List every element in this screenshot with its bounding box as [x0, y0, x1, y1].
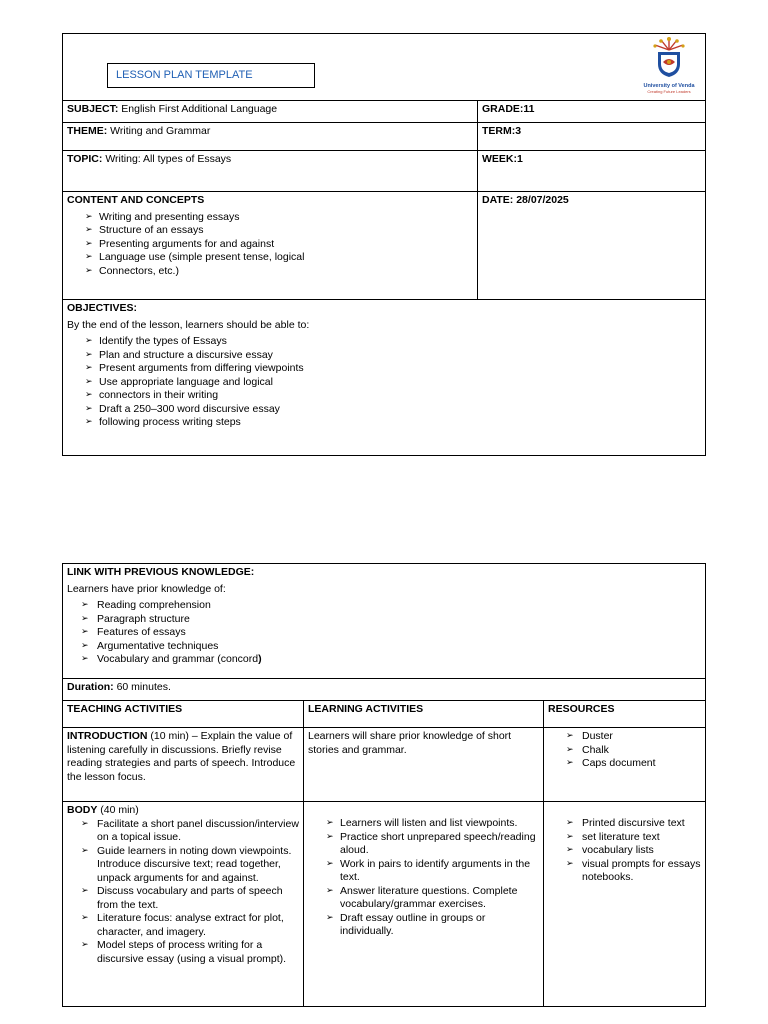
week-cell: WEEK:1	[478, 151, 706, 192]
page-title: LESSON PLAN TEMPLATE	[107, 63, 315, 88]
list-item: ➢ Printed discursive text	[548, 817, 701, 831]
list-item: ➢ Present arguments from differing viewpoints	[67, 362, 701, 376]
objectives-heading: OBJECTIVES:	[67, 302, 138, 314]
body-learning-cell	[304, 802, 544, 1007]
list-item: ➢ Argumentative techniques	[79, 640, 701, 654]
col-header-resources: RESOURCES	[544, 701, 706, 728]
intro-teaching-cell	[63, 728, 304, 802]
list-item: ➢ Features of essays	[79, 626, 701, 640]
list-item: ➢ Language use (simple present tense, logical	[67, 251, 473, 265]
topic-cell	[63, 151, 478, 192]
objectives-cell	[63, 300, 706, 456]
list-item: ➢ Chalk	[548, 744, 701, 758]
link-list	[79, 599, 701, 667]
intro-text: (10 min) – Explain the value of listening carefully in discussions. Briefly revise reading strategies and parts of speech. Introduce the lesson focus.	[67, 730, 296, 783]
intro-resources-list	[548, 730, 701, 771]
body-label: BODY	[67, 804, 98, 816]
intro-learning-cell: Learners will share prior knowledge of short stories and grammar.	[304, 728, 544, 802]
list-item: ➢ Draft a 250–300 word discursive essay	[67, 403, 701, 417]
objectives-list	[67, 335, 701, 430]
list-item: ➢ connectors in their writing	[67, 389, 701, 403]
theme-value: Writing and Grammar	[107, 125, 211, 137]
link-knowledge-cell	[63, 564, 706, 679]
intro-resources-cell	[544, 728, 706, 802]
logo-text: University of Venda	[643, 82, 695, 89]
lesson-activities-table	[62, 563, 706, 1007]
content-cell	[63, 192, 478, 300]
topic-value: Writing: All types of Essays	[102, 153, 232, 165]
subject-cell	[63, 101, 478, 123]
list-item: ➢ Connectors, etc.)	[67, 265, 473, 279]
link-intro: Learners have prior knowledge of:	[67, 582, 226, 595]
col-header-teaching: TEACHING ACTIVITIES	[63, 701, 304, 728]
list-item: ➢ visual prompts for essays notebooks.	[548, 858, 701, 885]
list-item: ➢ Caps document	[548, 757, 701, 771]
list-item: ➢ Duster	[548, 730, 701, 744]
list-item: ➢ Facilitate a short panel discussion/interview on a topical issue.	[79, 818, 299, 845]
list-item: ➢ Draft essay outline in groups or individually.	[308, 912, 539, 939]
topic-label: TOPIC:	[67, 153, 103, 165]
body-learning-list	[308, 817, 539, 939]
crest-icon	[649, 36, 689, 78]
subject-label: SUBJECT:	[67, 103, 119, 115]
duration-label: Duration:	[67, 681, 114, 693]
grade-cell: GRADE:11	[478, 101, 706, 123]
list-item: ➢ Discuss vocabulary and parts of speech from the text.	[79, 885, 299, 912]
list-item-text: Vocabulary and grammar (concord	[97, 653, 259, 665]
theme-cell	[63, 123, 478, 151]
list-item: ➢ Model steps of process writing for a discursive essay (using a visual prompt).	[79, 939, 299, 966]
body-duration: (40 min)	[97, 804, 139, 816]
list-item: ➢ following process writing steps	[67, 416, 701, 430]
university-logo	[637, 36, 701, 98]
body-heading	[67, 804, 299, 818]
list-item: ➢ Paragraph structure	[79, 613, 701, 627]
list-item: ➢ Learners will listen and list viewpoints.	[308, 817, 539, 831]
duration-value: 60 minutes.	[113, 681, 171, 693]
theme-label: THEME:	[67, 125, 108, 137]
list-item: ➢ Presenting arguments for and against	[67, 238, 473, 252]
list-item: ➢ Reading comprehension	[79, 599, 701, 613]
content-list	[67, 211, 473, 279]
lesson-header-table	[62, 33, 706, 456]
list-item: ➢ set literature text	[548, 831, 701, 845]
list-item: ➢ Literature focus: analyse extract for plot, character, and imagery.	[79, 912, 299, 939]
body-resources-list	[548, 817, 701, 885]
link-heading: LINK WITH PREVIOUS KNOWLEDGE:	[67, 566, 255, 578]
list-item: ➢ Practice short unprepared speech/reading aloud.	[308, 831, 539, 858]
list-item: ➢ Work in pairs to identify arguments in the text.	[308, 858, 539, 885]
list-item: ➢ Plan and structure a discursive essay	[67, 349, 701, 363]
logo-subtext: Creating Future Leaders	[647, 88, 691, 94]
list-item: ➢ Guide learners in noting down viewpoints. Introduce discursive text; read together, unpack arguments for and against.	[79, 845, 299, 886]
duration-cell	[63, 679, 706, 701]
list-item	[79, 653, 701, 667]
term-cell: TERM:3	[478, 123, 706, 151]
body-teaching-list	[67, 818, 299, 967]
objectives-intro: By the end of the lesson, learners should be able to:	[67, 318, 310, 331]
content-heading: CONTENT AND CONCEPTS	[67, 194, 205, 206]
body-resources-cell	[544, 802, 706, 1007]
intro-label: INTRODUCTION	[67, 730, 148, 742]
list-item: ➢ Use appropriate language and logical	[67, 376, 701, 390]
col-header-learning: LEARNING ACTIVITIES	[304, 701, 544, 728]
list-item-suffix: )	[258, 653, 262, 665]
list-item: ➢ Structure of an essays	[67, 224, 473, 238]
date-cell: DATE: 28/07/2025	[478, 192, 706, 300]
subject-value: English First Additional Language	[118, 103, 278, 115]
body-teaching-cell	[63, 802, 304, 1007]
list-item: ➢ Answer literature questions. Complete vocabulary/grammar exercises.	[308, 885, 539, 912]
title-row	[63, 34, 706, 101]
list-item: ➢ vocabulary lists	[548, 844, 701, 858]
list-item: ➢ Identify the types of Essays	[67, 335, 701, 349]
list-item: ➢ Writing and presenting essays	[67, 211, 473, 225]
